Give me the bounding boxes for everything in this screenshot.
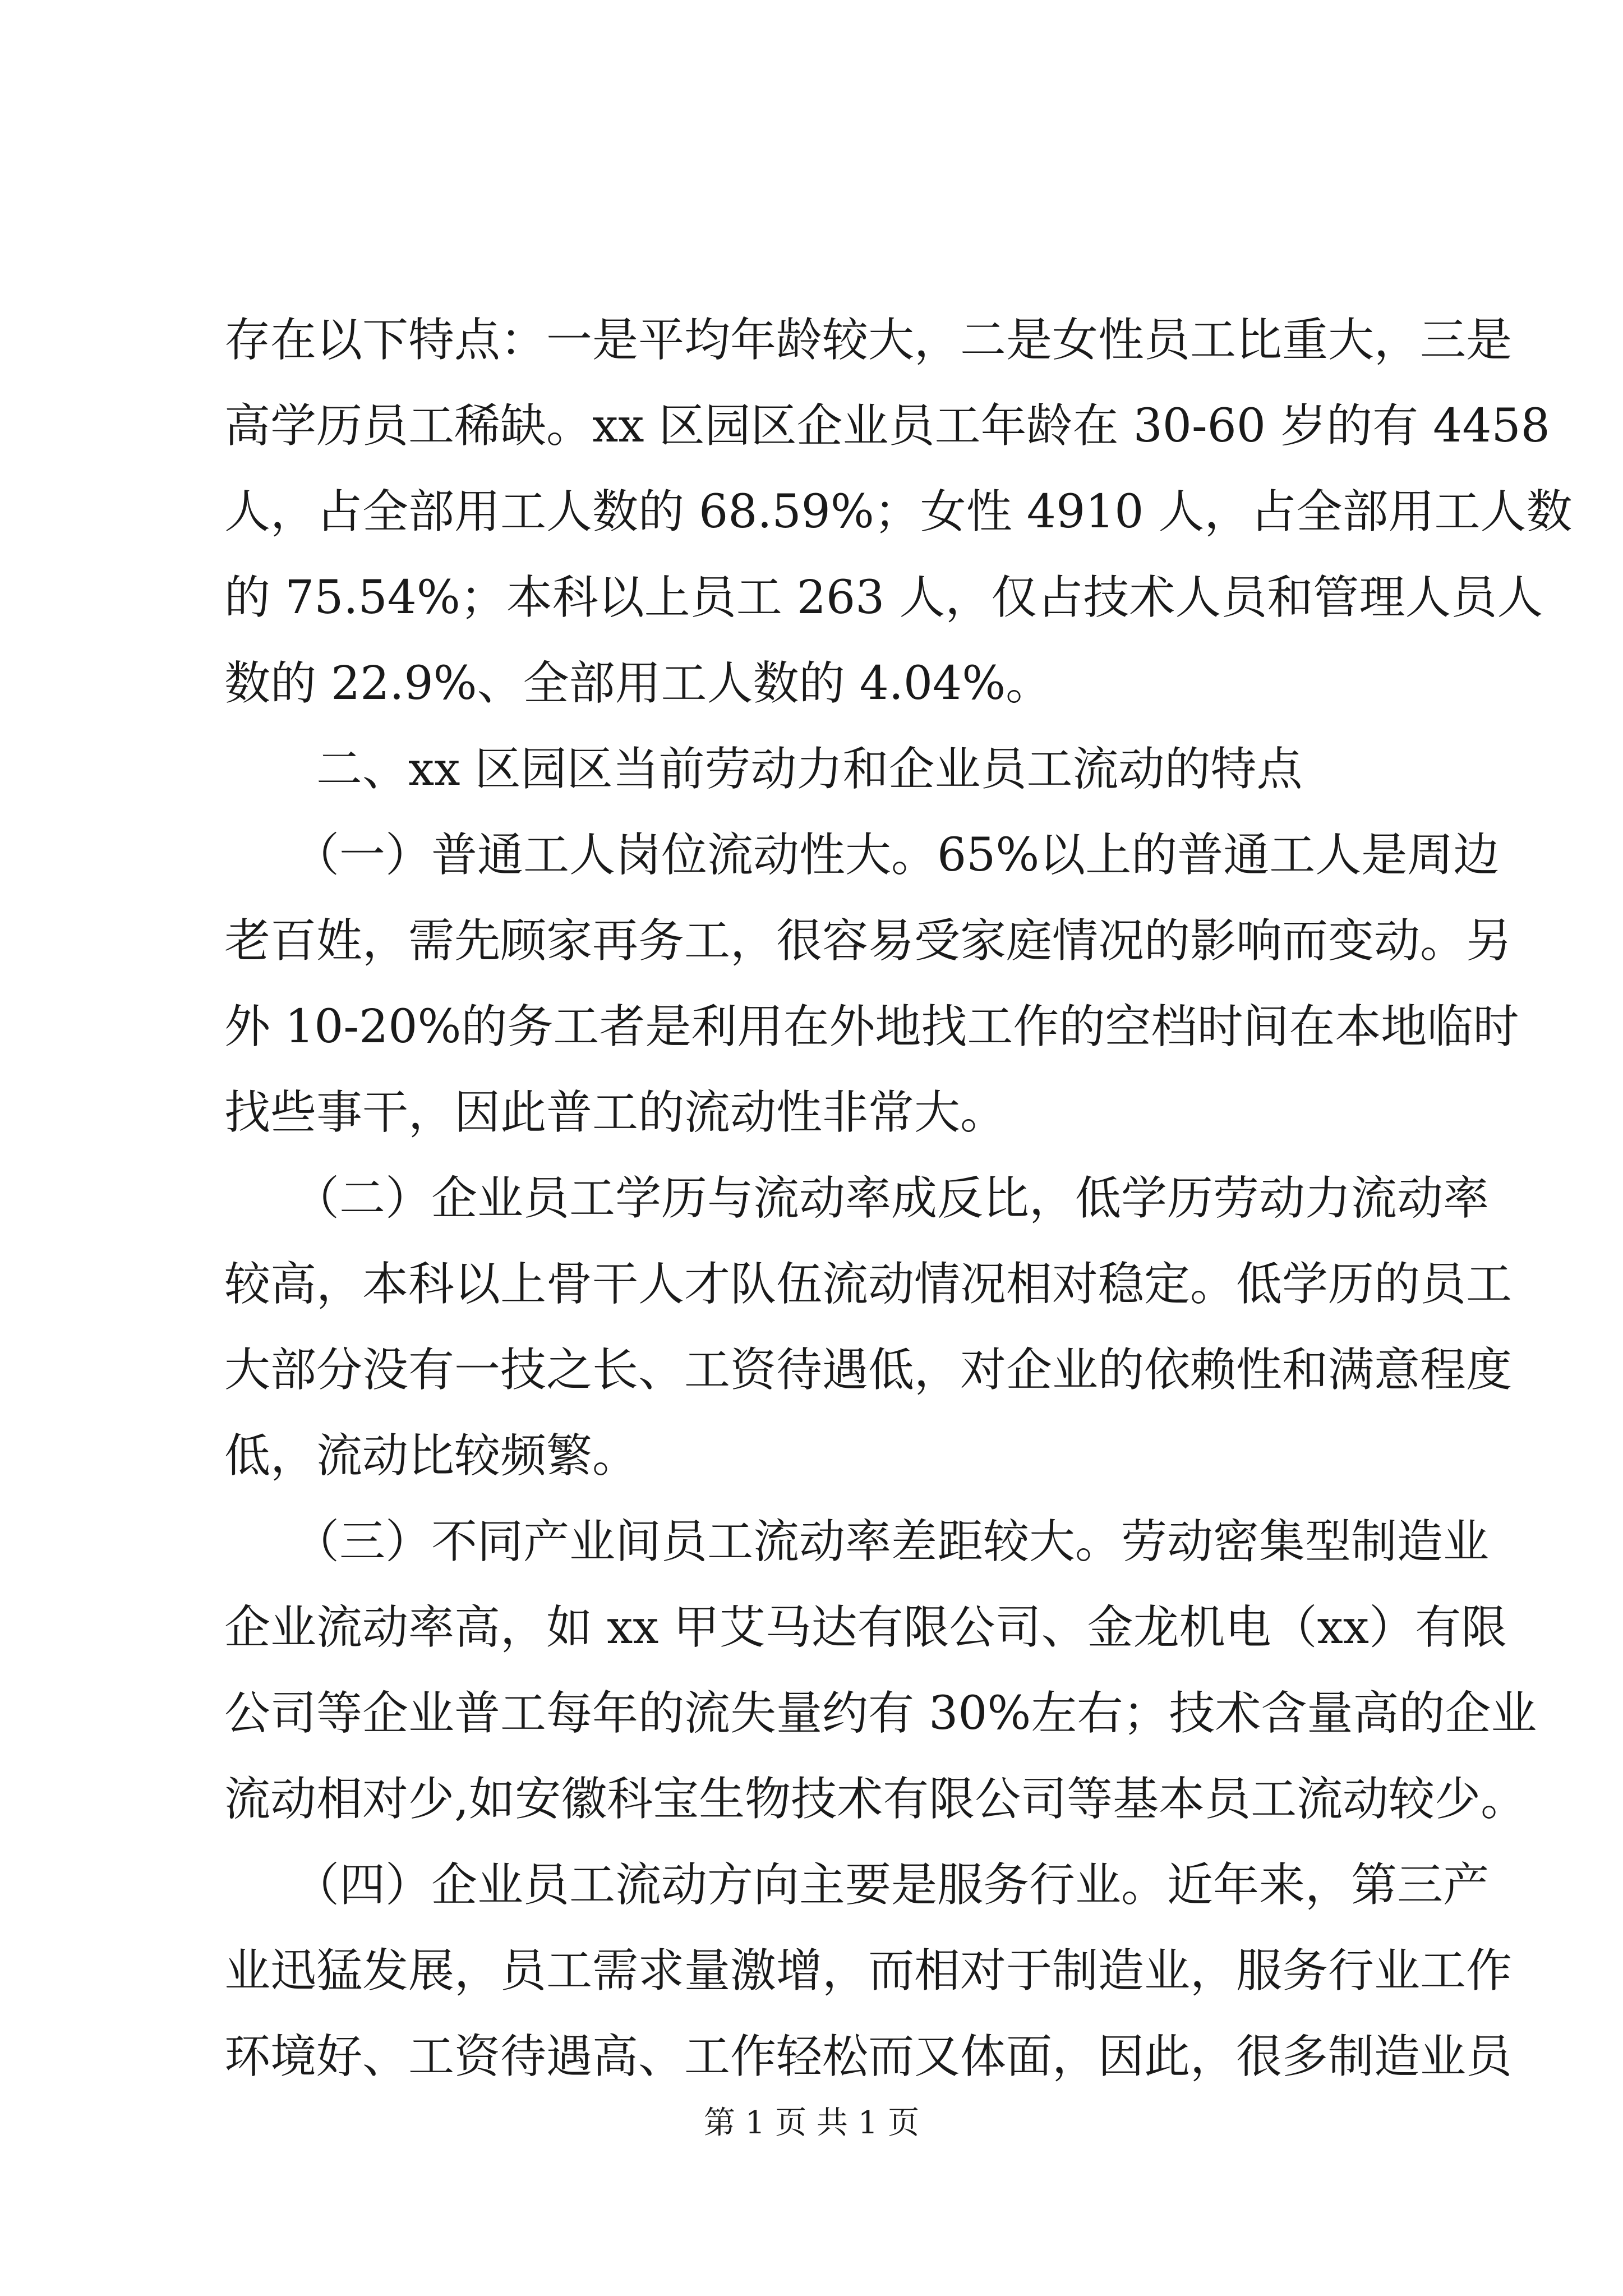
text-line: 的 75.54%；本科以上员工 263 人，仅占技术人员和管理人员人	[224, 571, 1543, 624]
text-line: 公司等企业普工每年的流失量约有 30%左右；技术含量高的企业	[224, 1687, 1537, 1740]
text-line: 人，占全部用工人数的 68.59%；女性 4910 人，占全部用工人数	[224, 485, 1573, 539]
text-line: 大部分没有一技之长、工资待遇低，对企业的依赖性和满意程度	[224, 1343, 1513, 1397]
text-line: 环境好、工资待遇高、工作轻松而又体面，因此，很多制造业员	[224, 2030, 1513, 2083]
paragraph	[224, 1499, 1537, 1842]
text-line: 数的 22.9%、全部用工人数的 4.04%。	[224, 657, 1052, 710]
text-line: 老百姓，需先顾家再务工，很容易受家庭情况的影响而变动。另	[224, 914, 1513, 968]
section-heading	[224, 726, 1419, 812]
text-line: 较高，本科以上骨干人才队伍流动情况相对稳定。低学历的员工	[224, 1258, 1513, 1311]
text-line: 外 10-20%的务工者是利用在外地找工作的空档时间在本地临时	[224, 1000, 1519, 1053]
page-number-label: 第 1 页 共 1 页	[703, 2105, 920, 2141]
text-line: 企业流动率高，如 xx 甲艾马达有限公司、金龙机电（xx）有限	[224, 1601, 1507, 1654]
text-line: 找些事干，因此普工的流动性非常大。	[224, 1086, 1007, 1139]
text-line: （三）不同产业间员工流动率差距较大。劳动密集型制造业	[224, 1515, 1490, 1568]
text-line: 低，流动比较频繁。	[224, 1429, 639, 1483]
paragraph	[224, 1842, 1513, 2100]
paragraph	[224, 297, 1573, 726]
text-line: 流动相对少,如安徽科宝生物技术有限公司等基本员工流动较少。	[224, 1773, 1527, 1826]
page-footer	[0, 2104, 1623, 2143]
text-line: （四）企业员工流动方向主要是服务行业。近年来，第三产	[224, 1858, 1490, 1912]
text-line: 二、xx 区园区当前劳动力和企业员工流动的特点	[224, 743, 1303, 796]
document-body	[224, 297, 1573, 2100]
paragraph	[224, 812, 1519, 1156]
text-line: 存在以下特点：一是平均年龄较大，二是女性员工比重大，三是	[224, 314, 1513, 367]
text-line: 高学历员工稀缺。xx 区园区企业员工年龄在 30-60 岁的有 4458	[224, 399, 1550, 453]
text-line: 业迅猛发展，员工需求量激增，而相对于制造业，服务行业工作	[224, 1944, 1513, 1998]
paragraph	[224, 1156, 1513, 1499]
text-line: （一）普通工人岗位流动性大。65%以上的普通工人是周边	[224, 829, 1500, 882]
text-line: （二）企业员工学历与流动率成反比，低学历劳动力流动率	[224, 1172, 1490, 1225]
